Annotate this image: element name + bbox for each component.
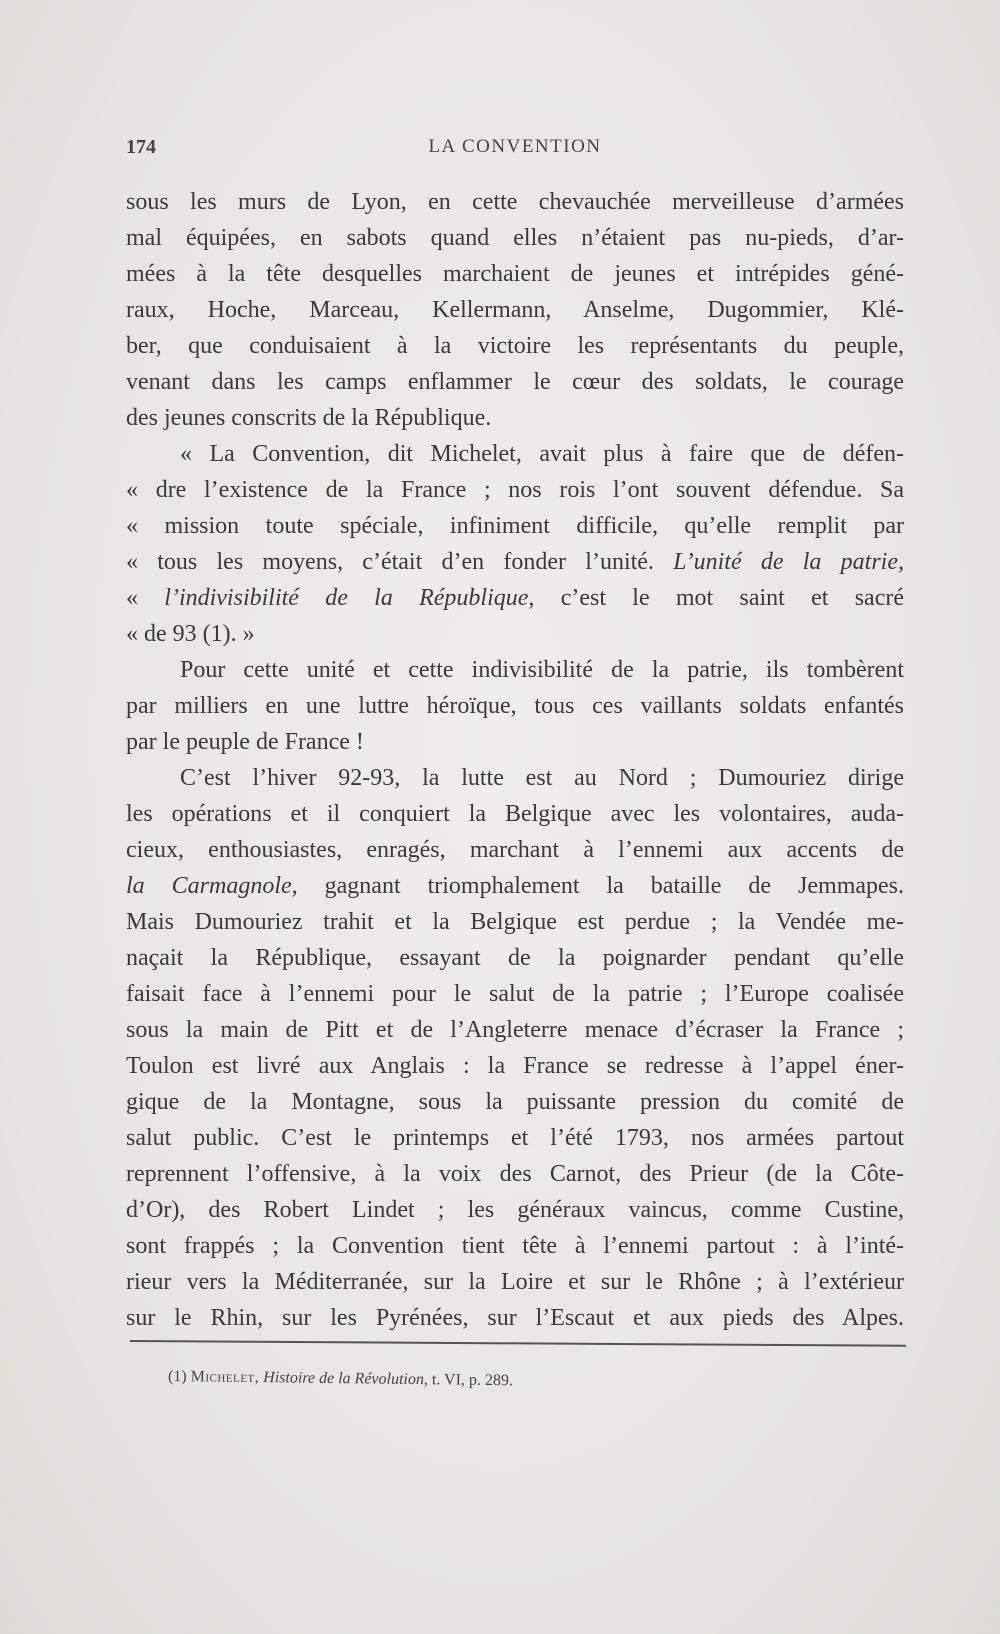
text-line: Toulon est livré aux Anglais : la France se redresse à l’appel éner- [126, 1053, 904, 1079]
footnote-author: Michelet, [190, 1368, 260, 1387]
footnote-reference: t. VI, p. 289. [431, 1371, 514, 1390]
text-line: faisait face à l’ennemi pour le salut de la patrie ; l’Europe coalisée [126, 981, 904, 1007]
quote-line [126, 580, 904, 616]
quote-text: dre l’existence de la France ; nos rois l’ont souvent défendue. Sa [155, 477, 904, 503]
quote-mark: « [180, 441, 192, 467]
quote-text: tous les moyens, c’était d’en fonder l’unité. [157, 549, 654, 575]
quote-mark: « [126, 549, 138, 575]
text-rest: gagnant triomphalement la bataille de Jemmapes. [324, 873, 905, 899]
footnote-rule [130, 1340, 906, 1347]
text-line: des jeunes conscrits de la République. [126, 405, 492, 431]
text-line: mal équipées, en sabots quand elles n’étaient pas nu-pieds, d’ar- [126, 225, 904, 251]
text-line: rieur vers la Méditerranée, sur la Loire et sur le Rhône ; à l’extérieur [126, 1269, 904, 1295]
text-line: salut public. C’est le printemps et l’été 1793, nos armées partout [126, 1125, 904, 1151]
text-line: par milliers en une luttre héroïque, tous ces vaillants soldats enfantés [126, 693, 904, 719]
quote-line [126, 544, 904, 580]
quote-mark: « [126, 477, 138, 503]
text-line: reprennent l’offensive, à la voix des Carnot, des Prieur (de la Côte- [126, 1161, 904, 1187]
quote-italic: L’unité de la patrie, [673, 549, 905, 575]
text-line: Pour cette unité et cette indivisibilité de la patrie, ils tombèrent [180, 657, 904, 683]
page-body [126, 184, 904, 1336]
text-line: par le peuple de France ! [126, 729, 364, 755]
quote-line [126, 616, 904, 652]
footnote-marker: (1) [167, 1368, 187, 1386]
quote-text: c’est le mot saint et sacré [560, 585, 904, 611]
quote-mark: « [126, 513, 138, 539]
text-line: naçait la République, essayant de la poignarder pendant qu’elle [126, 945, 904, 971]
text-line: les opérations et il conquiert la Belgique avec les volontaires, auda- [126, 801, 904, 827]
text-line: Mais Dumouriez trahit et la Belgique est perdue ; la Vendée me- [126, 909, 904, 935]
text-line: d’Or), des Robert Lindet ; les généraux vaincus, comme Custine, [126, 1197, 904, 1223]
quote-line [126, 436, 904, 472]
running-title: LA CONVENTION [428, 136, 602, 157]
footnote [168, 1368, 513, 1390]
quote-mark: « [126, 585, 138, 611]
italic-title: la Carmagnole, [126, 873, 298, 899]
quote-mark: « [126, 621, 138, 647]
text-line: raux, Hoche, Marceau, Kellermann, Anselme, Dugommier, Klé- [126, 297, 904, 323]
quote-text: mission toute spéciale, infiniment difficile, qu’elle remplit par [164, 513, 905, 539]
page-number: 174 [126, 136, 156, 158]
quote-line [126, 472, 904, 508]
quote-line [126, 508, 904, 544]
quote-italic: l’indivisibilité de la République, [164, 585, 535, 611]
footnote-title: Histoire de la Révolution, [263, 1369, 429, 1389]
text-line: sur le Rhin, sur les Pyrénées, sur l’Escaut et aux pieds des Alpes. [126, 1305, 904, 1331]
text-line: ber, que conduisaient à la victoire les représentants du peuple, [126, 333, 904, 359]
text-line: gique de la Montagne, sous la puissante pression du comité de [126, 1089, 904, 1115]
text-line: cieux, enthousiastes, enragés, marchant à l’ennemi aux accents de [126, 837, 904, 863]
text-line: sous les murs de Lyon, en cette chevauchée merveilleuse d’armées [126, 189, 904, 215]
text-line [126, 868, 904, 904]
text-line: venant dans les camps enflammer le cœur des soldats, le courage [126, 369, 904, 395]
text-line: sont frappés ; la Convention tient tête à l’ennemi partout : à l’inté- [126, 1233, 904, 1259]
text-line: mées à la tête desquelles marchaient de jeunes et intrépides géné- [126, 261, 904, 287]
page-header [126, 136, 904, 166]
quote-text: de 93 (1). » [144, 621, 255, 647]
text-line: C’est l’hiver 92-93, la lutte est au Nord ; Dumouriez dirige [180, 765, 904, 791]
text-line: sous la main de Pitt et de l’Angleterre menace d’écraser la France ; [126, 1017, 904, 1043]
quote-text: La Convention, dit Michelet, avait plus à faire que de défen- [209, 441, 905, 467]
